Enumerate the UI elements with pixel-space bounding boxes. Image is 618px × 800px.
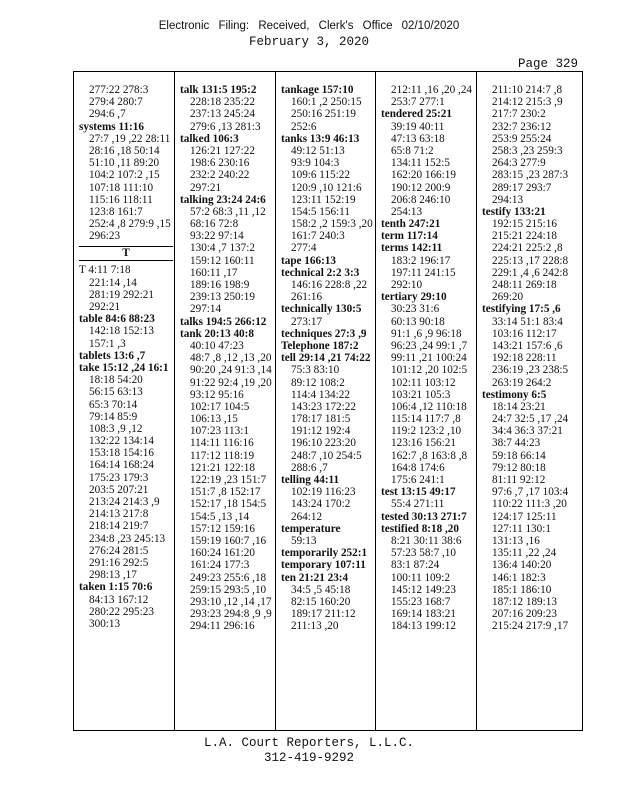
index-reference: 249:23 255:6 ,18 (190, 571, 267, 584)
index-reference: 293:23 294:8 ,9 ,9 (190, 608, 272, 621)
index-reference: 160:11 ,17 (190, 266, 238, 279)
index-reference: 161:7 240:3 (291, 230, 345, 243)
index-reference: 283:15 ,23 287:3 (492, 169, 569, 182)
index-reference: 259:15 293:5 ,10 (190, 583, 267, 596)
index-term: taken 1:15 70:6 (79, 581, 153, 594)
index-reference: 252:6 (291, 120, 317, 133)
index-reference: 55:4 271:11 (391, 498, 445, 511)
index-reference: 121:21 122:18 (190, 461, 255, 474)
filing-date: February 3, 2020 (248, 35, 370, 49)
index-term: talked 106:3 (180, 132, 239, 145)
index-reference: 217:7 230:2 (492, 108, 546, 121)
index-reference: 114:11 116:16 (190, 437, 254, 450)
index-term: talking 23:24 24:6 (180, 193, 266, 206)
index-reference: 96:23 ,24 99:1 ,7 (391, 339, 468, 352)
index-reference: 146:1 182:3 (492, 571, 546, 584)
index-term: tablets 13:6 ,7 (79, 349, 146, 362)
index-reference: 213:24 214:3 ,9 (89, 496, 160, 508)
index-reference: 93:12 95:16 (190, 388, 244, 401)
index-term: telling 44:11 (281, 474, 340, 486)
column-divider (174, 72, 175, 730)
index-reference: 145:12 149:23 (391, 583, 456, 596)
index-reference: 281:19 292:21 (89, 288, 154, 301)
index-reference: 175:23 179:3 (89, 471, 149, 484)
index-term: temporarily 252:1 (281, 547, 368, 560)
index-column-1 (79, 84, 173, 630)
index-reference: 102:11 103:12 (391, 376, 456, 389)
index-reference: 294:11 296:16 (190, 620, 255, 633)
index-reference: 164:8 174:6 (391, 461, 445, 474)
index-reference: 48:7 ,8 ,12 ,13 ,20 (190, 352, 272, 365)
index-term: tape 166:13 (281, 254, 336, 267)
index-reference: 115:16 118:11 (89, 193, 153, 206)
index-reference: 248:11 269:18 (492, 279, 557, 291)
index-reference: 102:19 116:23 (291, 486, 356, 499)
index-reference: 261:16 (291, 291, 323, 304)
index-reference: 153:18 154:16 (89, 447, 154, 460)
reporter-phone: 312-419-9292 (263, 751, 354, 765)
index-reference: 81:11 92:12 (492, 474, 546, 486)
index-reference: 157:12 159:16 (190, 522, 255, 535)
index-reference: 102:17 104:5 (190, 400, 250, 413)
index-reference: 253:7 277:1 (391, 96, 445, 109)
index-reference: 132:22 134:14 (89, 435, 154, 448)
index-reference: 258:3 ,23 259:3 (492, 144, 563, 157)
index-reference: 214:12 215:3 ,9 (492, 96, 563, 109)
index-reference: 40:10 47:23 (190, 339, 244, 352)
filing-header: Electronic Filing: Received, Clerk's Office 02/10/2020 (158, 20, 460, 32)
index-reference: 39:19 40:11 (391, 120, 445, 133)
index-column-2 (180, 84, 272, 632)
index-reference: 68:16 72:8 (190, 218, 239, 231)
index-term: technical 2:2 3:3 (281, 266, 360, 279)
index-reference: 143:23 172:22 (291, 400, 356, 413)
index-reference: 75:3 83:10 (291, 364, 340, 377)
index-reference: 146:16 228:8 ,22 (291, 279, 368, 291)
index-reference: 300:13 (89, 617, 121, 630)
index-term: term 117:14 (381, 230, 438, 243)
index-term: systems 11:16 (79, 120, 144, 133)
index-reference: 157:1 ,3 (89, 337, 126, 350)
index-reference: 236:19 ,23 238:5 (492, 364, 569, 377)
index-reference: 151:7 ,8 152:17 (190, 486, 261, 499)
index-reference: 297:14 (190, 303, 222, 316)
index-reference: 115:14 117:7 ,8 (391, 413, 461, 426)
index-reference: 185:1 186:10 (492, 583, 552, 596)
index-reference: 254:13 (391, 205, 423, 218)
index-term: temperature (281, 522, 341, 535)
index-reference: 155:23 168:7 (391, 595, 451, 608)
index-reference: 90:20 ,24 91:3 ,14 (190, 364, 272, 377)
index-reference: 198:6 230:16 (190, 157, 250, 170)
index-reference: 79:12 80:18 (492, 461, 546, 474)
index-reference: 178:17 181:5 (291, 413, 351, 426)
index-reference: 65:3 70:14 (89, 398, 138, 411)
index-reference: 106:4 ,12 110:18 (391, 400, 467, 413)
index-reference: 294:13 (492, 193, 524, 206)
index-reference: 264:3 277:9 (492, 157, 546, 170)
index-reference: 56:15 63:13 (89, 386, 143, 399)
index-reference: 237:13 245:24 (190, 108, 255, 121)
column-divider (476, 72, 477, 730)
index-reference: 91:22 92:4 ,19 ,20 (190, 376, 272, 389)
index-reference: 206:8 246:10 (391, 193, 451, 206)
index-reference: 248:7 ,10 254:5 (291, 449, 362, 462)
index-reference: 215:24 217:9 ,17 (492, 620, 569, 633)
index-reference: 291:16 292:5 (89, 556, 149, 569)
index-reference: 164:14 168:24 (89, 459, 154, 472)
index-reference: 135:11 ,22 ,24 (492, 547, 557, 560)
index-reference: 280:22 295:23 (89, 605, 154, 618)
index-reference: 228:18 235:22 (190, 96, 255, 109)
index-term: terms 142:11 (381, 242, 443, 255)
index-reference: 224:21 225:2 ,8 (492, 242, 563, 255)
index-reference: 169:14 183:21 (391, 608, 456, 621)
index-term: techniques 27:3 ,9 (281, 327, 367, 340)
index-reference: 192:15 215:16 (492, 218, 557, 231)
index-reference: 232:2 240:22 (190, 169, 250, 182)
index-reference: 59:13 (291, 534, 317, 547)
index-reference: 108:3 ,9 ,12 (89, 422, 143, 435)
index-reference: 57:2 68:3 ,11 ,12 (190, 205, 266, 218)
index-reference: 189:16 198:9 (190, 279, 250, 291)
index-reference: 143:24 170:2 (291, 498, 351, 511)
index-reference: 27:7 ,19 ,22 28:11 (89, 132, 171, 145)
index-reference: 190:12 200:9 (391, 181, 451, 194)
index-reference: 47:13 63:18 (391, 132, 445, 145)
index-reference: 101:12 ,20 102:5 (391, 364, 468, 377)
index-term: testifying 17:5 ,6 (482, 303, 561, 316)
index-reference: 28:16 ,18 50:14 (89, 144, 160, 157)
index-reference: 214:13 217:8 (89, 508, 149, 521)
index-reference: 33:14 51:1 83:4 (492, 315, 563, 328)
index-reference: 292:21 (89, 301, 121, 313)
index-term: tanks 13:9 46:13 (281, 132, 360, 145)
index-term: talks 194:5 266:12 (180, 315, 267, 328)
index-reference: 264:12 (291, 510, 323, 523)
index-reference: 239:13 250:19 (190, 291, 255, 304)
index-reference: 192:18 228:11 (492, 352, 557, 365)
index-term: tankage 157:10 (281, 84, 354, 96)
index-reference: 65:8 71:2 (391, 144, 434, 157)
index-reference: 187:12 189:13 (492, 595, 557, 608)
index-reference: 229:1 ,4 ,6 242:8 (492, 266, 569, 279)
index-reference: 34:5 ,5 45:18 (291, 583, 351, 596)
index-reference: 162:20 166:19 (391, 169, 456, 182)
index-reference: 294:6 ,7 (89, 108, 126, 121)
index-reference: 196:10 223:20 (291, 437, 356, 450)
index-reference: 136:4 140:20 (492, 559, 552, 572)
index-term: ten 21:21 23:4 (281, 571, 349, 584)
index-reference: 152:17 ,18 154:5 (190, 498, 267, 511)
index-reference: 130:4 ,7 137:2 (190, 242, 255, 255)
column-divider (275, 72, 276, 730)
index-reference: 276:24 281:5 (89, 544, 149, 557)
index-reference: 297:21 (190, 181, 222, 194)
column-divider (375, 72, 376, 730)
index-reference: 126:21 127:22 (190, 144, 255, 157)
index-reference: 131:13 ,16 (492, 534, 540, 547)
index-box (73, 71, 583, 731)
index-reference: 49:12 51:13 (291, 144, 345, 157)
index-reference: 203:5 207:21 (89, 483, 149, 496)
index-term: tendered 25:21 (381, 108, 452, 121)
index-reference: 234:8 ,23 245:13 (89, 532, 166, 545)
index-reference: 119:2 123:2 ,10 (391, 425, 462, 438)
page-number: Page 329 (517, 57, 578, 71)
index-reference: 292:10 (391, 279, 423, 291)
index-reference: 103:21 105:3 (391, 388, 451, 401)
index-reference: 218:14 219:7 (89, 520, 149, 533)
index-reference: 114:4 134:22 (291, 388, 350, 401)
index-reference: 159:19 160:7 ,16 (190, 534, 267, 547)
index-term: test 13:15 49:17 (381, 486, 456, 499)
index-reference: 160:24 161:20 (190, 547, 255, 560)
index-reference: T 4:11 7:18 (79, 264, 131, 277)
index-reference: 110:22 111:3 ,20 (492, 498, 567, 511)
index-reference: 288:6 ,7 (291, 461, 328, 474)
index-reference: 269:20 (492, 291, 524, 304)
index-reference: 175:6 241:1 (391, 474, 445, 486)
index-reference: 59:18 66:14 (492, 449, 546, 462)
index-reference: 263:19 264:2 (492, 376, 552, 389)
index-term: testimony 6:5 (482, 388, 547, 401)
index-term: technically 130:5 (281, 303, 362, 316)
index-term: temporary 107:11 (281, 559, 366, 572)
index-reference: 279:4 280:7 (89, 96, 143, 109)
index-reference: 100:11 109:2 (391, 571, 450, 584)
index-reference: 142:18 152:13 (89, 325, 154, 338)
index-reference: 191:12 192:4 (291, 425, 351, 438)
index-reference: 38:7 44:23 (492, 437, 541, 450)
index-reference: 134:11 152:5 (391, 157, 450, 170)
index-reference: 34:4 36:3 37:21 (492, 425, 563, 438)
index-reference: 117:12 118:19 (190, 449, 255, 462)
index-reference: 154:5 156:11 (291, 205, 350, 218)
index-reference: 83:1 87:24 (391, 559, 440, 572)
index-reference: 212:11 ,16 ,20 ,24 (391, 84, 473, 96)
index-term: table 84:6 88:23 (79, 313, 155, 326)
index-reference: 160:1 ,2 250:15 (291, 96, 362, 109)
reporter-name: L.A. Court Reporters, L.L.C. (203, 736, 415, 750)
index-reference: 123:8 161:7 (89, 205, 143, 218)
index-reference: 18:14 23:21 (492, 400, 546, 413)
index-reference: 211:10 214:7 ,8 (492, 84, 563, 96)
index-reference: 162:7 ,8 163:8 ,8 (391, 449, 468, 462)
index-reference: 289:17 293:7 (492, 181, 552, 194)
index-reference: 232:7 236:12 (492, 120, 552, 133)
index-reference: 221:14 ,14 (89, 276, 137, 289)
index-reference: 225:13 ,17 228:8 (492, 254, 569, 267)
index-term: Telephone 187:2 (281, 339, 359, 352)
index-reference: 57:23 58:7 ,10 (391, 547, 456, 560)
index-reference: 154:5 ,13 ,14 (190, 510, 250, 523)
index-reference: 143:21 157:6 ,6 (492, 339, 563, 352)
index-reference: 277:4 (291, 242, 317, 255)
index-reference: 298:13 ,17 (89, 569, 137, 582)
index-reference: 207:16 209:23 (492, 608, 557, 621)
index-reference: 253:9 255:24 (492, 132, 552, 145)
index-reference: 127:11 130:1 (492, 522, 551, 535)
index-reference: 107:18 111:10 (89, 181, 154, 194)
index-reference: 99:11 ,21 100:24 (391, 352, 467, 365)
index-reference: 93:22 97:14 (190, 230, 244, 243)
index-reference: 91:1 ,6 ,9 96:18 (391, 327, 462, 340)
index-reference: 252:4 ,8 279:9 ,15 (89, 218, 171, 231)
index-reference: 211:13 ,20 (291, 620, 339, 633)
index-reference: 197:11 241:15 (391, 266, 456, 279)
index-reference: 82:15 160:20 (291, 595, 351, 608)
index-reference: 109:6 115:22 (291, 169, 350, 182)
index-reference: 124:17 125:11 (492, 510, 557, 523)
index-term: testify 133:21 (482, 205, 546, 218)
index-reference: 18:18 54:20 (89, 374, 143, 387)
index-reference: 158:2 ,2 159:3 ,20 (291, 218, 373, 231)
index-reference: 84:13 167:12 (89, 593, 149, 606)
index-reference: 107:23 113:1 (190, 425, 249, 438)
index-reference: 215:21 224:18 (492, 230, 557, 243)
index-reference: 296:23 (89, 230, 121, 243)
index-reference: 122:19 ,23 151:7 (190, 474, 267, 486)
index-term: talk 131:5 195:2 (180, 84, 257, 96)
index-term: testified 8:18 ,20 (381, 522, 459, 535)
index-reference: 79:14 85:9 (89, 410, 138, 423)
index-reference: 104:2 107:2 ,15 (89, 169, 160, 182)
index-reference: 277:22 278:3 (89, 84, 149, 96)
index-term: tested 30:13 271:7 (381, 510, 467, 523)
index-column-3 (281, 84, 373, 632)
index-reference: 60:13 90:18 (391, 315, 445, 328)
index-column-4 (381, 84, 472, 632)
index-term: take 15:12 ,24 16:1 (79, 361, 169, 374)
index-term: tenth 247:21 (381, 218, 441, 231)
section-letter: T (79, 246, 173, 261)
index-term: tertiary 29:10 (381, 291, 447, 304)
index-reference: 103:16 112:17 (492, 327, 557, 340)
index-reference: 184:13 199:12 (391, 620, 456, 633)
index-reference: 250:16 251:19 (291, 108, 356, 121)
index-reference: 183:2 196:17 (391, 254, 451, 267)
index-reference: 24:7 32:5 ,17 ,24 (492, 413, 569, 426)
index-reference: 120:9 ,10 121:6 (291, 181, 362, 194)
index-reference: 123:11 152:19 (291, 193, 356, 206)
index-column-5 (482, 84, 568, 632)
index-reference: 123:16 156:21 (391, 437, 456, 450)
index-term: tank 20:13 40:8 (180, 327, 254, 340)
index-reference: 30:23 31:6 (391, 303, 440, 316)
index-reference: 89:12 108:2 (291, 376, 345, 389)
index-term: tell 29:14 ,21 74:22 (281, 352, 371, 365)
index-reference: 8:21 30:11 38:6 (391, 534, 462, 547)
index-reference: 279:6 ,13 281:3 (190, 120, 261, 133)
index-reference: 293:10 ,12 ,14 ,17 (190, 595, 272, 608)
index-reference: 97:6 ,7 ,17 103:4 (492, 486, 569, 499)
index-reference: 106:13 ,15 (190, 413, 238, 426)
index-reference: 51:10 ,11 89:20 (89, 157, 160, 170)
index-reference: 159:12 160:11 (190, 254, 255, 267)
index-reference: 161:24 177:3 (190, 559, 250, 572)
index-reference: 189:17 211:12 (291, 608, 356, 621)
index-reference: 273:17 (291, 315, 323, 328)
index-reference: 93:9 104:3 (291, 157, 340, 170)
